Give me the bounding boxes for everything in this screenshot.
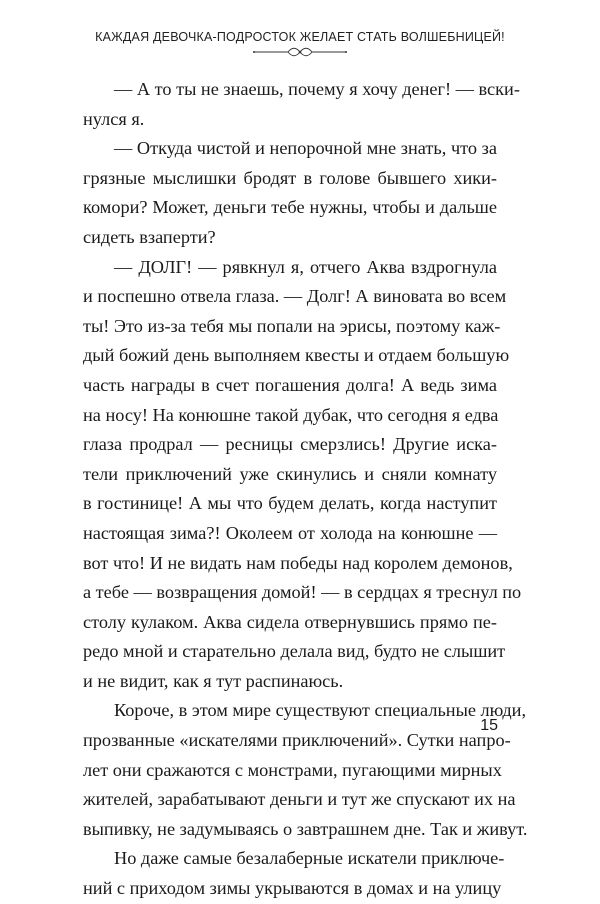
text-line: столу кулаком. Аква сидела отвернувшись прямо пе- <box>83 611 497 632</box>
text-line: — ДОЛГ! — рявкнул я, отчего Аква вздрогнула <box>114 256 497 277</box>
text-line: грязные мыслишки бродят в голове бывшего хики- <box>83 167 497 188</box>
text-line: нулся я. <box>83 108 145 129</box>
text-line: и не видит, как я тут распинаюсь. <box>83 670 344 691</box>
running-head: КАЖДАЯ ДЕВОЧКА-ПОДРОСТОК ЖЕЛАЕТ СТАТЬ ВОЛШЕБНИЦЕЙ! <box>95 30 505 44</box>
text-line: сидеть взаперти? <box>83 226 216 247</box>
body-text <box>83 75 528 904</box>
text-line: настоящая зима?! Околеем от холода на конюшне — <box>83 522 497 543</box>
text-line: глаза продрал — ресницы смерзлись! Другие иска- <box>83 434 497 455</box>
paragraph <box>83 844 505 903</box>
text-line: прозванные «искателями приключений». Сутки напро- <box>83 730 511 751</box>
page-number: 15 <box>480 717 498 734</box>
paragraph <box>83 134 497 252</box>
text-line: редо мной и старательно делала вид, будто не слышит <box>83 641 506 662</box>
paragraph <box>83 696 528 844</box>
flourish-divider-icon <box>252 46 348 58</box>
paragraph <box>83 253 522 697</box>
text-line: жителей, зарабатывают деньги и тут же спускают их на <box>83 789 516 810</box>
text-line: ний с приходом зимы укрываются в домах и на улицу <box>83 878 502 899</box>
text-line: — Откуда чистой и непорочной мне знать, что за <box>114 138 497 159</box>
text-line: вот что! И не видать нам победы над королем демонов, <box>83 552 513 573</box>
text-line: а тебе — возвращения домой! — в сердцах я треснул по <box>83 582 522 603</box>
text-line: комори? Может, деньги тебе нужны, чтобы и дальше <box>83 197 497 218</box>
text-line: выпивку, не задумываясь о завтрашнем дне. Так и живут. <box>83 818 528 839</box>
text-line: часть награды в счет погашения долга! А ведь зима <box>83 374 497 395</box>
text-line: лет они сражаются с монстрами, пугающими мирных <box>83 759 502 780</box>
text-line: Но даже самые безалаберные искатели приключе- <box>114 848 505 869</box>
text-line: дый божий день выполняем квесты и отдаем большую <box>83 345 510 366</box>
text-line: и поспешно отвела глаза. — Долг! А виновата во всем <box>83 286 507 307</box>
text-line: тели приключений уже скинулись и сняли комнату <box>83 463 497 484</box>
text-line: — А то ты не знаешь, почему я хочу денег! — вски- <box>114 79 520 99</box>
text-line: Короче, в этом мире существуют специальные люди, <box>114 700 527 721</box>
text-line: в гостинице! А мы что будем делать, когда наступит <box>83 493 497 514</box>
text-line: на носу! На конюшне такой дубак, что сегодня я едва <box>83 404 499 425</box>
paragraph <box>83 75 520 134</box>
text-line: ты! Это из-за тебя мы попали на эрисы, поэтому каж- <box>83 315 501 336</box>
